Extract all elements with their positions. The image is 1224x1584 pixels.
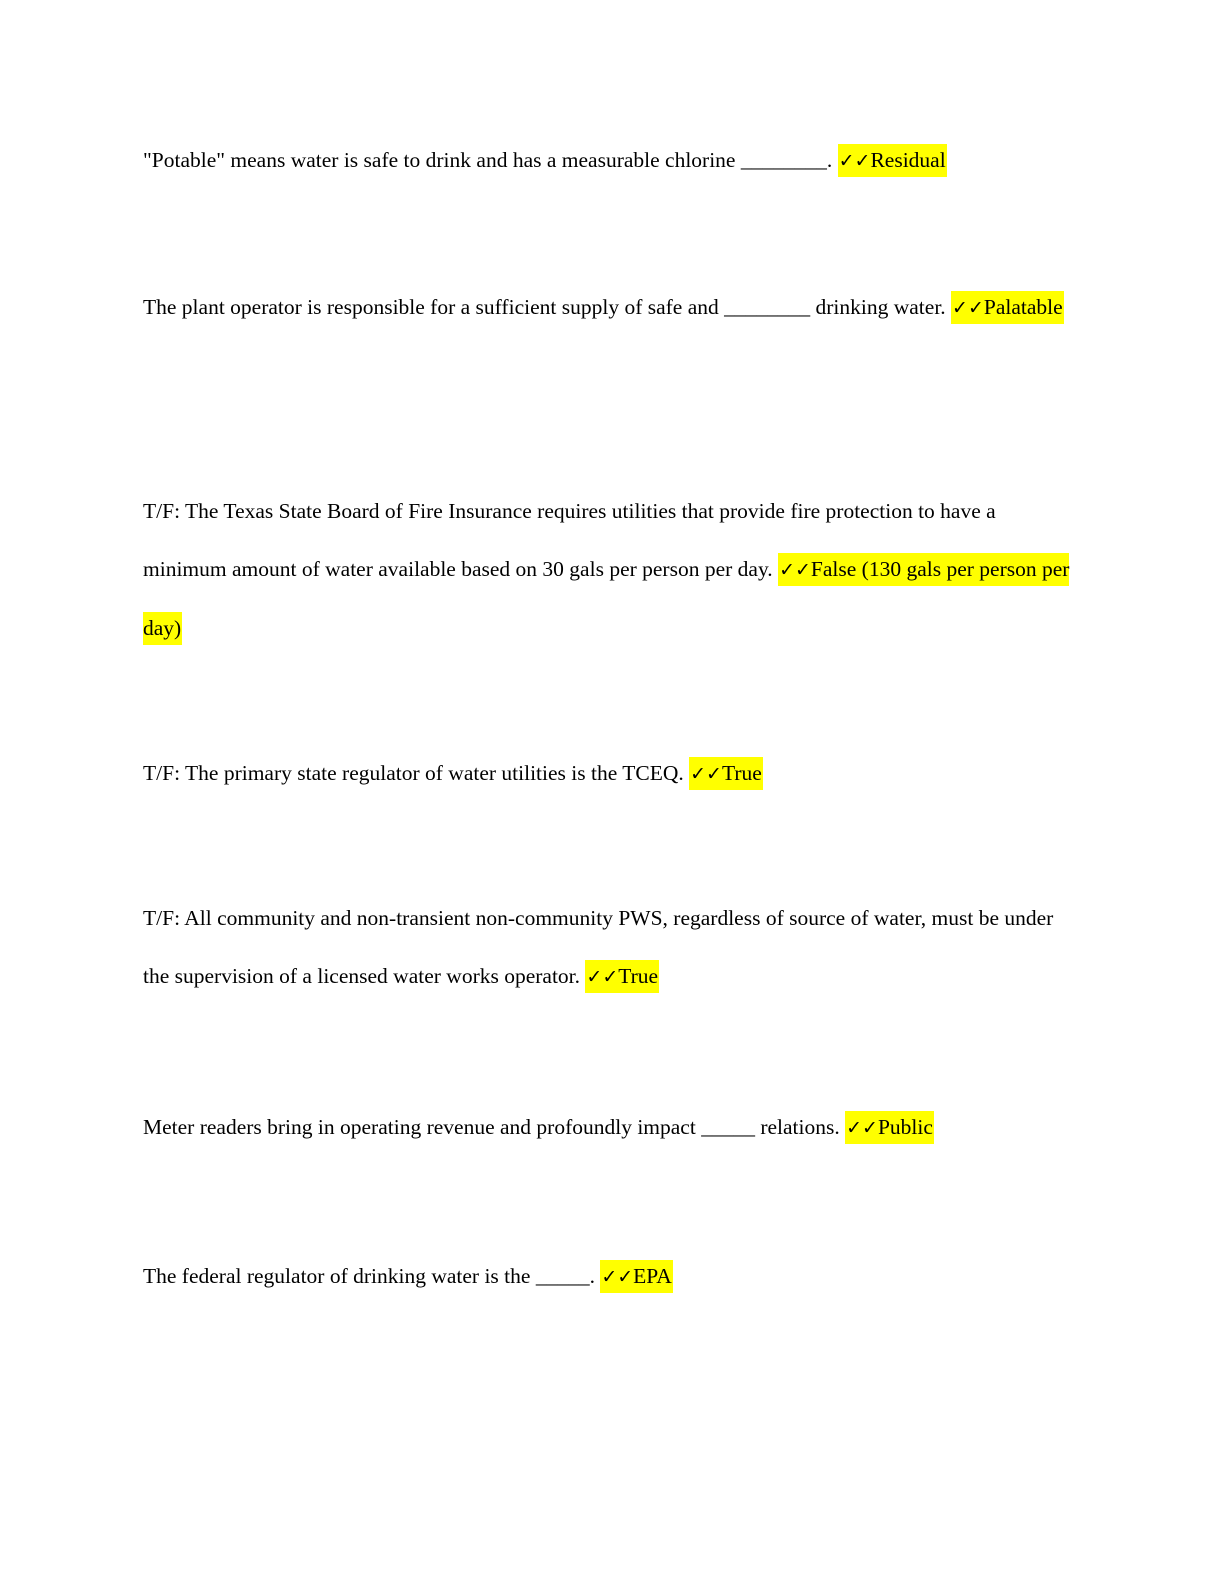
answer-highlight [689,757,763,790]
check-icon: ✓✓ [952,297,984,319]
question-text: Meter readers bring in operating revenue and profoundly impact _____ relations. [143,1115,846,1139]
question-4 [143,744,1083,803]
answer-highlight [838,144,947,177]
answer-text: True [618,964,659,988]
question-7 [143,1247,1083,1306]
question-1 [143,131,1083,190]
answer-highlight [951,291,1064,324]
question-2 [143,278,1083,337]
check-icon: ✓✓ [846,1117,878,1139]
check-icon: ✓✓ [838,150,871,172]
question-6 [143,1098,1083,1157]
question-text: T/F: All community and non-transient non-community PWS, regardless of source of water, must be under the supervision of a licensed water works operator. [143,906,1054,988]
check-icon: ✓✓ [586,966,619,988]
answer-highlight [845,1111,934,1144]
check-icon: ✓✓ [601,1266,634,1288]
question-text: T/F: The primary state regulator of water utilities is the TCEQ. [143,761,690,785]
answer-text: False (130 gals per person per day) [143,557,1070,640]
answer-text: Public [877,1115,933,1139]
answer-text: Residual [870,148,946,172]
question-5 [143,889,1083,1006]
check-icon: ✓✓ [690,763,722,785]
question-text: The plant operator is responsible for a sufficient supply of safe and ________ drinking water. [143,295,952,319]
check-icon: ✓✓ [779,559,811,581]
answer-highlight [600,1260,673,1293]
answer-text: True [721,761,762,785]
answer-text: Palatable [983,295,1063,319]
answer-text: EPA [633,1264,672,1288]
question-text: The federal regulator of drinking water is the _____. [143,1264,601,1288]
question-3 [143,482,1083,657]
question-text: T/F: The Texas State Board of Fire Insurance requires utilities that provide fire protection to have a minimum amount of water available based on 30 gals per person per day. [143,499,996,581]
question-text: "Potable" means water is safe to drink and has a measurable chlorine ________. [143,148,838,172]
answer-highlight [585,960,659,993]
